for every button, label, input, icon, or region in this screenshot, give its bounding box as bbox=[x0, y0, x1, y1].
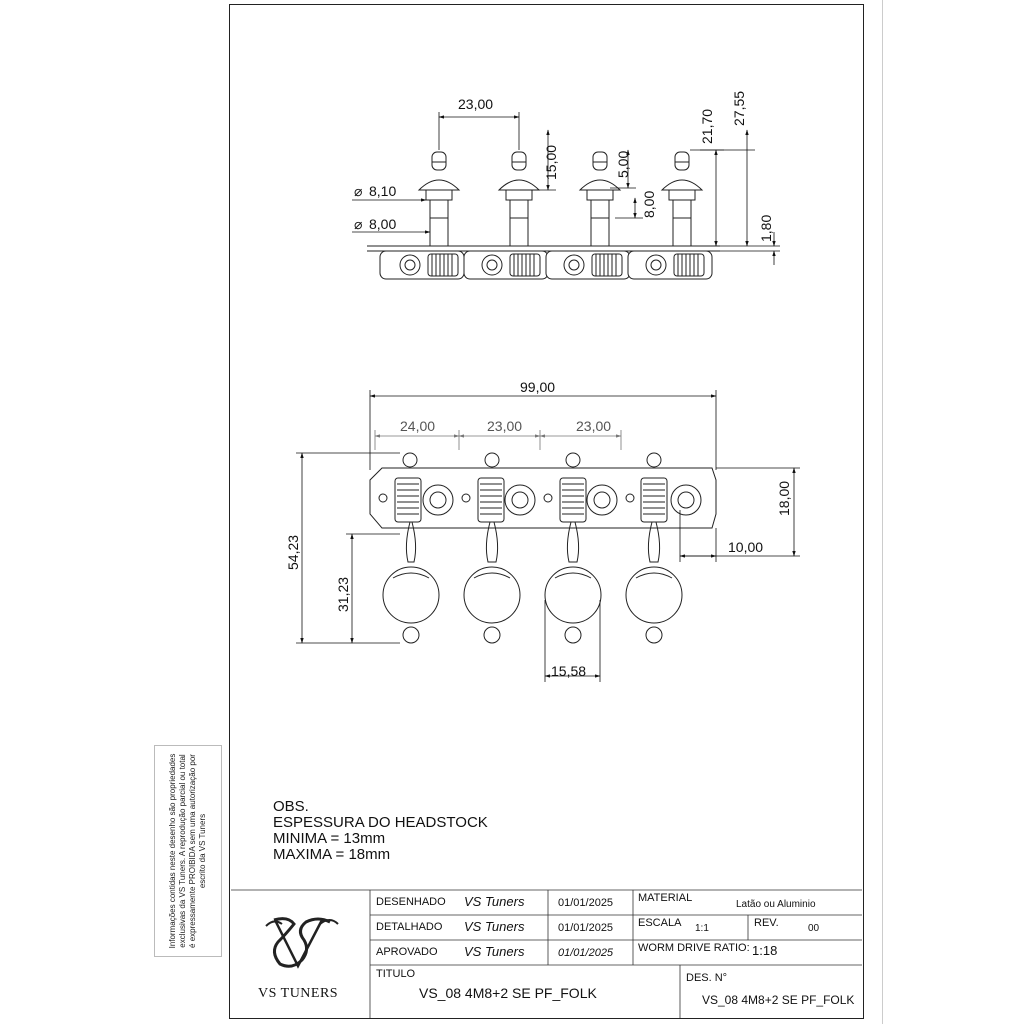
diameter-symbol-2: ⌀ bbox=[354, 216, 363, 232]
dim-offset-10: 10,00 bbox=[728, 539, 764, 555]
side-post-2 bbox=[499, 152, 539, 246]
logo bbox=[258, 912, 348, 972]
escala-value: 1:1 bbox=[695, 923, 709, 934]
detalhado-date: 01/01/2025 bbox=[558, 922, 614, 934]
worm-ratio-value: 1:18 bbox=[752, 943, 778, 958]
dim-side-1-8: 1,80 bbox=[758, 214, 774, 242]
dim-side-5: 5,00 bbox=[615, 150, 631, 178]
dim-side-dia-810: 8,10 bbox=[369, 183, 397, 199]
copyright-notice: Informações contidas neste desenho são propriedades exclusivas da VS Tuners. A reprodução parcial ou total é expressamente PROIBIDA sem uma autorização por escrito da VS Tuners bbox=[168, 753, 207, 949]
dim-plate-height: 18,00 bbox=[776, 480, 792, 516]
aprovado-label: APROVADO bbox=[376, 946, 438, 958]
vs-monogram-icon bbox=[258, 912, 348, 972]
side-post-3 bbox=[580, 152, 620, 246]
worm-ratio-label: WORM DRIVE RATIO: bbox=[638, 942, 750, 954]
obs-line-1: ESPESSURA DO HEADSTOCK bbox=[273, 814, 488, 831]
side-view-dim-texts bbox=[354, 91, 774, 242]
side-gear-housings bbox=[380, 251, 712, 279]
dim-side-27: 27,55 bbox=[731, 90, 747, 126]
des-n-label: DES. N° bbox=[686, 972, 728, 984]
dim-overall-width: 99,00 bbox=[520, 379, 556, 395]
obs-line-2: MINIMA = 13mm bbox=[273, 830, 386, 847]
dim-pitch-1: 24,00 bbox=[400, 418, 436, 434]
desenhado-label: DESENHADO bbox=[376, 896, 446, 908]
dim-total-height: 54,23 bbox=[285, 534, 301, 570]
dim-side-21: 21,70 bbox=[699, 108, 715, 144]
des-n-value: VS_08 4M8+2 SE PF_FOLK bbox=[702, 993, 855, 1007]
dim-button-width: 15,58 bbox=[551, 663, 587, 679]
dim-side-dia-800: 8,00 bbox=[369, 216, 397, 232]
desenhado-date: 01/01/2025 bbox=[558, 897, 614, 909]
top-view bbox=[370, 453, 716, 643]
desenhado-value: VS Tuners bbox=[464, 894, 525, 909]
aprovado-date: 01/01/2025 bbox=[558, 947, 614, 959]
dim-pitch-2: 23,00 bbox=[487, 418, 523, 434]
logo-text: VS TUNERS bbox=[258, 986, 339, 1001]
rev-label: REV. bbox=[754, 917, 779, 929]
side-view-dimensions bbox=[352, 112, 780, 265]
diameter-symbol-1: ⌀ bbox=[354, 183, 363, 199]
titulo-value: VS_08 4M8+2 SE PF_FOLK bbox=[419, 985, 597, 1001]
detalhado-value: VS Tuners bbox=[464, 919, 525, 934]
dim-side-15: 15,00 bbox=[543, 144, 559, 180]
escala-label: ESCALA bbox=[638, 917, 682, 929]
material-value: Latão ou Aluminio bbox=[736, 899, 816, 910]
top-view-dimensions bbox=[296, 390, 800, 682]
dim-button-height: 31,23 bbox=[335, 576, 351, 612]
aprovado-value: VS Tuners bbox=[464, 944, 525, 959]
obs-title: OBS. bbox=[273, 798, 309, 815]
rev-value: 00 bbox=[808, 923, 820, 934]
obs-line-3: MAXIMA = 18mm bbox=[273, 846, 391, 863]
side-post-4 bbox=[662, 152, 702, 246]
material-label: MATERIAL bbox=[638, 892, 693, 904]
dim-pitch-3: 23,00 bbox=[576, 418, 612, 434]
detalhado-label: DETALHADO bbox=[376, 921, 443, 933]
titulo-label: TITULO bbox=[376, 968, 416, 980]
dim-side-spacing: 23,00 bbox=[458, 96, 494, 112]
dim-side-8: 8,00 bbox=[641, 190, 657, 218]
obs-notes bbox=[273, 799, 488, 863]
